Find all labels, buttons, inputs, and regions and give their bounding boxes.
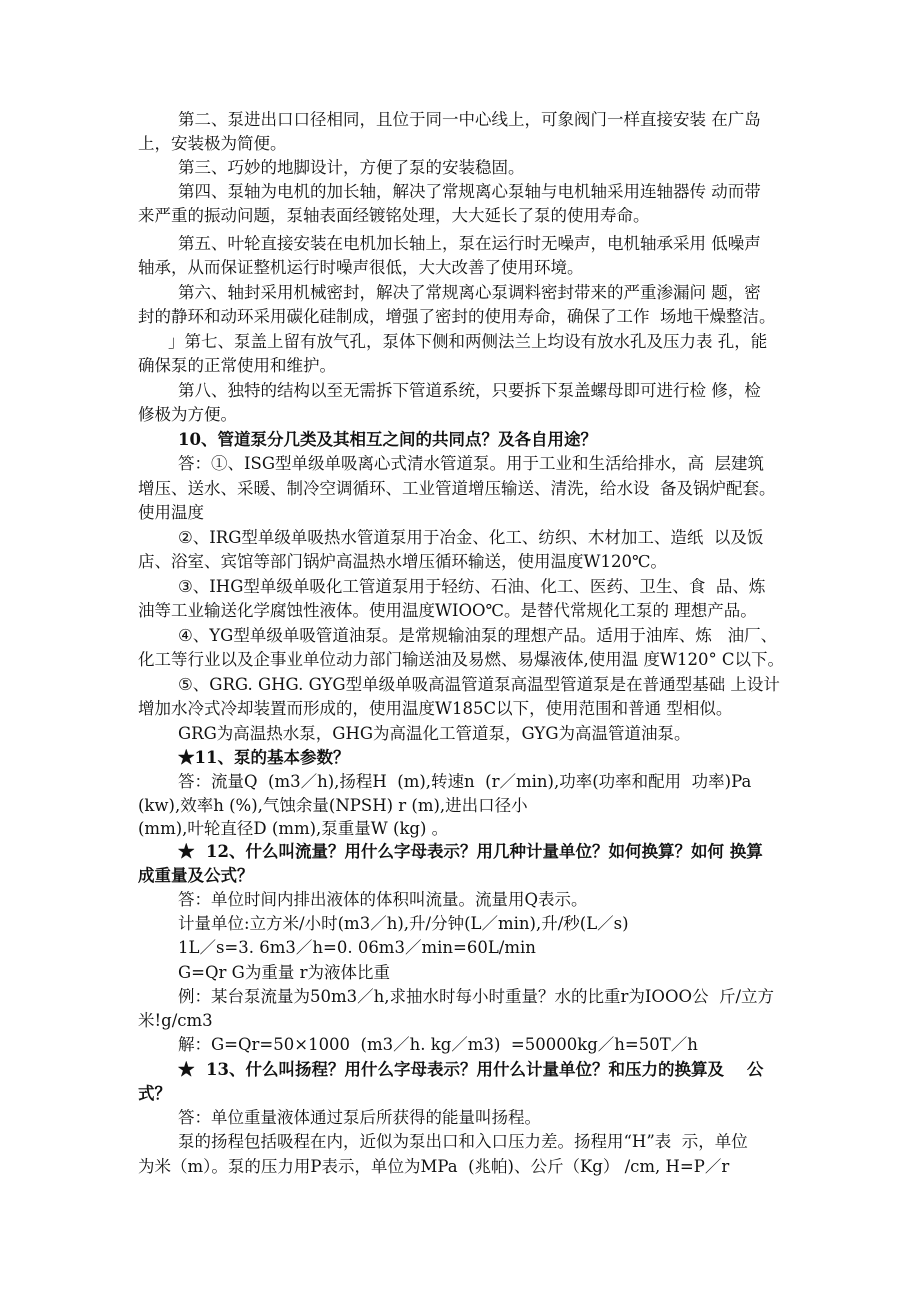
text-line: 第八、独特的结构以至无需拆下管道系统，只要拆下泵盖螺母即可进行检 修，检: [178, 381, 761, 400]
text-line: 为米（m）。泵的压力用P表示，单位为MPa (兆帕)、公斤（Kg） /cm, H=P／r: [138, 1157, 730, 1176]
text-line: 答：单位重量液体通过泵后所获得的能量叫扬程。: [178, 1108, 541, 1127]
text-line: 泵的扬程包括吸程在内，近似为泵出口和入口压力差。扬程用“H”表 示，单位: [178, 1132, 748, 1151]
text-line: 解：G=Qr=50×1000 (m3／h. kg／m3) =50000kg／h=50T／h: [178, 1035, 698, 1054]
section-heading: 成重量及公式？: [138, 866, 254, 885]
text-line: 增压、送水、采暖、制冷空调循环、工业管道增压输送、清洗，给水设 备及锅炉配套。: [138, 479, 776, 498]
text-line: 米!g/cm3: [138, 1011, 213, 1030]
text-line: ⑤、GRG. GHG. GYG型单级单吸高温管道泵高温型管道泵是在普通型基础 上设计: [178, 675, 780, 694]
text-line: 轴承，从而保证整机运行时噪声很低，大大改善了使用环境。: [138, 258, 584, 277]
text-line: G=Qr G为重量 r为液体比重: [178, 963, 390, 982]
text-line: 使用温度: [138, 503, 204, 522]
text-line: 化工等行业以及企事业单位动力部门输送油及易燃、易爆液体,使用温 度W120° C以下。: [138, 650, 785, 669]
text-line: 来严重的振动问题，泵轴表面经镀铭处理，大大延长了泵的使用寿命。: [138, 206, 650, 225]
text-line: GRG为高温热水泵，GHG为高温化工管道泵，GYG为高温管道油泵。: [178, 724, 691, 743]
section-heading: ★11、泵的基本参数？: [178, 748, 350, 767]
text-line: 确保泵的正常使用和维护。: [138, 356, 336, 375]
section-heading: 式？: [138, 1084, 171, 1103]
text-line: 店、浴室、宾馆等部门锅炉高温热水增压循环输送，使用温度W120℃。: [138, 552, 667, 571]
section-heading: 10、管道泵分几类及其相互之间的共同点？及各自用途？: [178, 430, 597, 449]
text-line: (mm),叶轮直径D (mm),泵重量W (kg) 。: [138, 819, 449, 838]
text-line: 封的静环和动环采用碳化硅制成，增强了密封的使用寿命，确保了工作 场地干燥整洁。: [138, 307, 776, 326]
text-line: 油等工业输送化学腐蚀性液体。使用温度WIOO℃。是替代常规化工泵的 理想产品。: [138, 601, 757, 620]
text-line: 1L／s=3. 6m3／h=0. 06m3／min=60L/min: [178, 938, 536, 957]
section-heading: ★ 13、什么叫扬程？用什么字母表示？用什么计量单位？和压力的换算及 公: [178, 1060, 764, 1079]
text-line: 第二、泵进出口口径相同，且位于同一中心线上，可象阀门一样直接安装 在广岛: [178, 110, 761, 129]
text-line: 上，安装极为简便。: [138, 134, 287, 153]
text-line: 计量单位:立方米/小时(m3／h),升/分钟(L／min),升/秒(L／s): [178, 914, 629, 933]
text-line: 修极为方便。: [138, 405, 237, 424]
text-line: 答：①、ISG型单级单吸离心式清水管道泵。用于工业和生活给排水，高 层建筑: [178, 454, 764, 473]
text-line: 第四、泵轴为电机的加长轴，解决了常规离心泵轴与电机轴采用连轴器传 动而带: [178, 182, 761, 201]
text-line: 第五、叶轮直接安装在电机加长轴上，泵在运行时无噪声，电机轴承采用 低噪声: [178, 234, 761, 253]
text-line: 答：流量Q (m3／h),扬程H (m),转速n (r／min),功率(功率和配用 功率)Pa: [178, 772, 752, 791]
text-line: ②、IRG型单级单吸热水管道泵用于冶金、化工、纺织、木材加工、造纸 以及饭: [178, 528, 764, 547]
text-line: 增加水冷式冷却装置而形成的，使用温度W185C以下，使用范围和普通 型相似。: [138, 699, 733, 718]
text-line: 第六、轴封采用机械密封，解决了常规离心泵调料密封带来的严重渗漏问 题，密: [178, 283, 761, 302]
section-heading: ★ 12、什么叫流量？用什么字母表示？用几种计量单位？如何换算？如何 换算: [178, 842, 763, 861]
text-line: 例：某台泵流量为50m3／h,求抽水时每小时重量？水的比重r为IOOO公 斤/立方: [178, 987, 775, 1006]
text-line: 第三、巧妙的地脚设计，方便了泵的安装稳固。: [178, 158, 525, 177]
text-line: ③、IHG型单级单吸化工管道泵用于轻纺、石油、化工、医药、卫生、食 品、炼: [178, 577, 766, 596]
text-line: ④、YG型单级单吸管道油泵。是常规输油泵的理想产品。适用于油库、炼 油厂、: [178, 626, 778, 645]
text-line: 」第七、泵盖上留有放气孔，泵体下侧和两侧法兰上均设有放水孔及压力表 孔，能: [168, 332, 768, 351]
text-line: (kw),效率h (%),气蚀余量(NPSH) r (m),进出口径小: [138, 796, 528, 815]
text-line: 答：单位时间内排出液体的体积叫流量。流量用Q表示。: [178, 890, 588, 909]
